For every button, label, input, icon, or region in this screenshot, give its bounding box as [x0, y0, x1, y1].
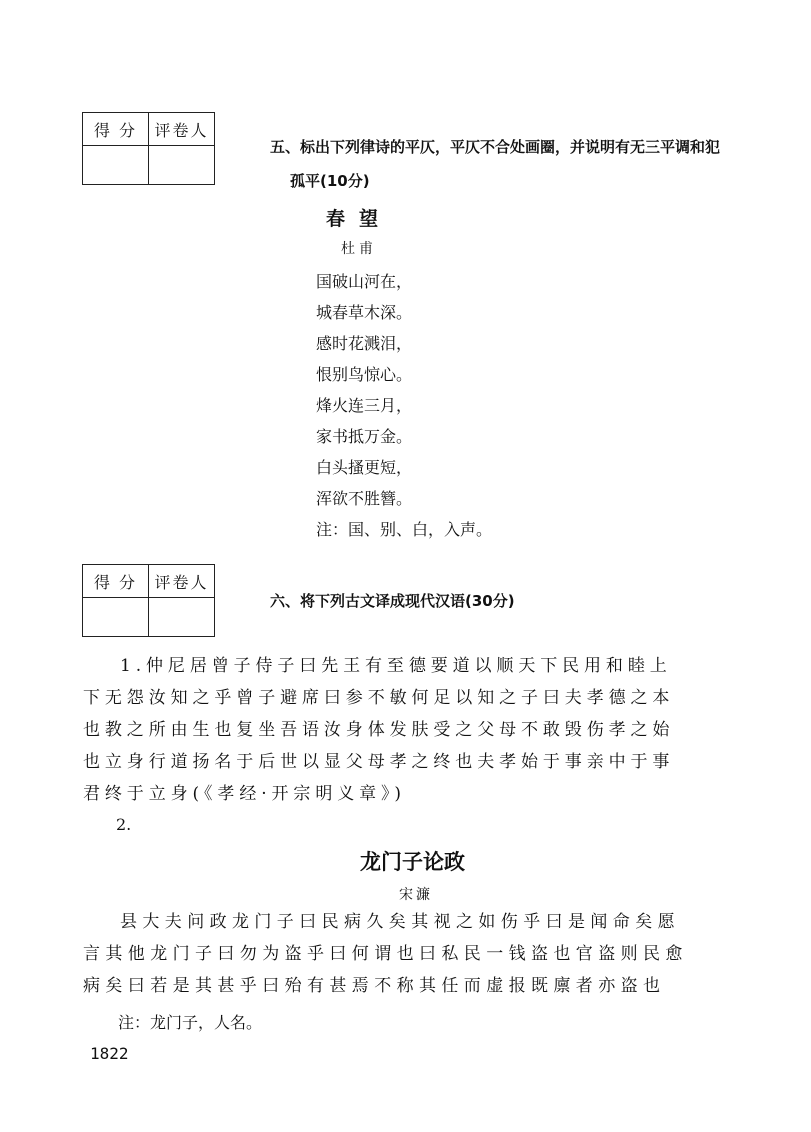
grader-cell[interactable]	[149, 146, 215, 185]
grader-header: 评卷人	[149, 113, 215, 146]
passage1-line: 君终于立身(《孝经·开宗明义章》)	[83, 784, 406, 804]
passage1-line: 也教之所由生也复坐吾语汝身体发肤受之父母不敢毁伤孝之始	[83, 720, 675, 740]
grader-cell[interactable]	[149, 598, 215, 637]
poem-author: 杜甫	[341, 241, 377, 257]
poem-line: 白头搔更短，	[316, 458, 413, 477]
grader-header: 评卷人	[149, 565, 215, 598]
poem-title: 春望	[326, 208, 393, 230]
passage1-line: 也立身行道扬名于后世以显父母孝之终也夫孝始于事亲中于事	[83, 752, 675, 772]
score-box-section5	[82, 112, 215, 185]
section5-title-cont: 孤平(10分)	[290, 172, 370, 190]
poem-line: 家书抵万金。	[316, 427, 413, 446]
score-cell[interactable]	[83, 598, 149, 637]
poem-line: 浑欲不胜簪。	[316, 489, 413, 508]
passage2-note: 注：龙门子，人名。	[118, 1013, 263, 1032]
poem-note: 注：国、别、白，入声。	[316, 520, 493, 539]
passage2-line: 病矣曰若是其甚乎曰殆有甚焉不称其任而虚报既廪者亦盗也	[83, 976, 666, 996]
section5-title: 五、标出下列律诗的平仄，平仄不合处画圈，并说明有无三平调和犯	[270, 138, 721, 156]
poem-line: 感时花溅泪，	[316, 334, 413, 353]
passage2-author: 宋濂	[399, 887, 433, 903]
score-cell[interactable]	[83, 146, 149, 185]
passage1-line: 下无怨汝知之乎曾子避席曰参不敏何足以知之子曰夫孝德之本	[83, 688, 675, 708]
poem-line: 城春草木深。	[316, 303, 413, 322]
passage2-number: 2.	[116, 815, 132, 834]
page-number: 1822	[90, 1044, 129, 1063]
poem-line: 国破山河在，	[316, 272, 413, 291]
passage2-line: 县大夫问政龙门子曰民病久矣其视之如伤乎曰是闻命矣愿	[120, 912, 680, 932]
passage2-title: 龙门子论政	[360, 850, 465, 874]
score-header: 得 分	[83, 565, 149, 598]
score-header: 得 分	[83, 113, 149, 146]
poem-body	[316, 272, 492, 551]
poem-line: 烽火连三月，	[316, 396, 413, 415]
poem-line: 恨别鸟惊心。	[316, 365, 413, 384]
section6-title: 六、将下列古文译成现代汉语(30分)	[270, 592, 515, 610]
score-box-section6	[82, 564, 215, 637]
passage1-line: 1.仲尼居曾子侍子曰先王有至德要道以顺天下民用和睦上	[120, 656, 672, 676]
passage2-line: 言其他龙门子曰勿为盗乎曰何谓也曰私民一钱盗也官盗则民愈	[83, 944, 688, 964]
